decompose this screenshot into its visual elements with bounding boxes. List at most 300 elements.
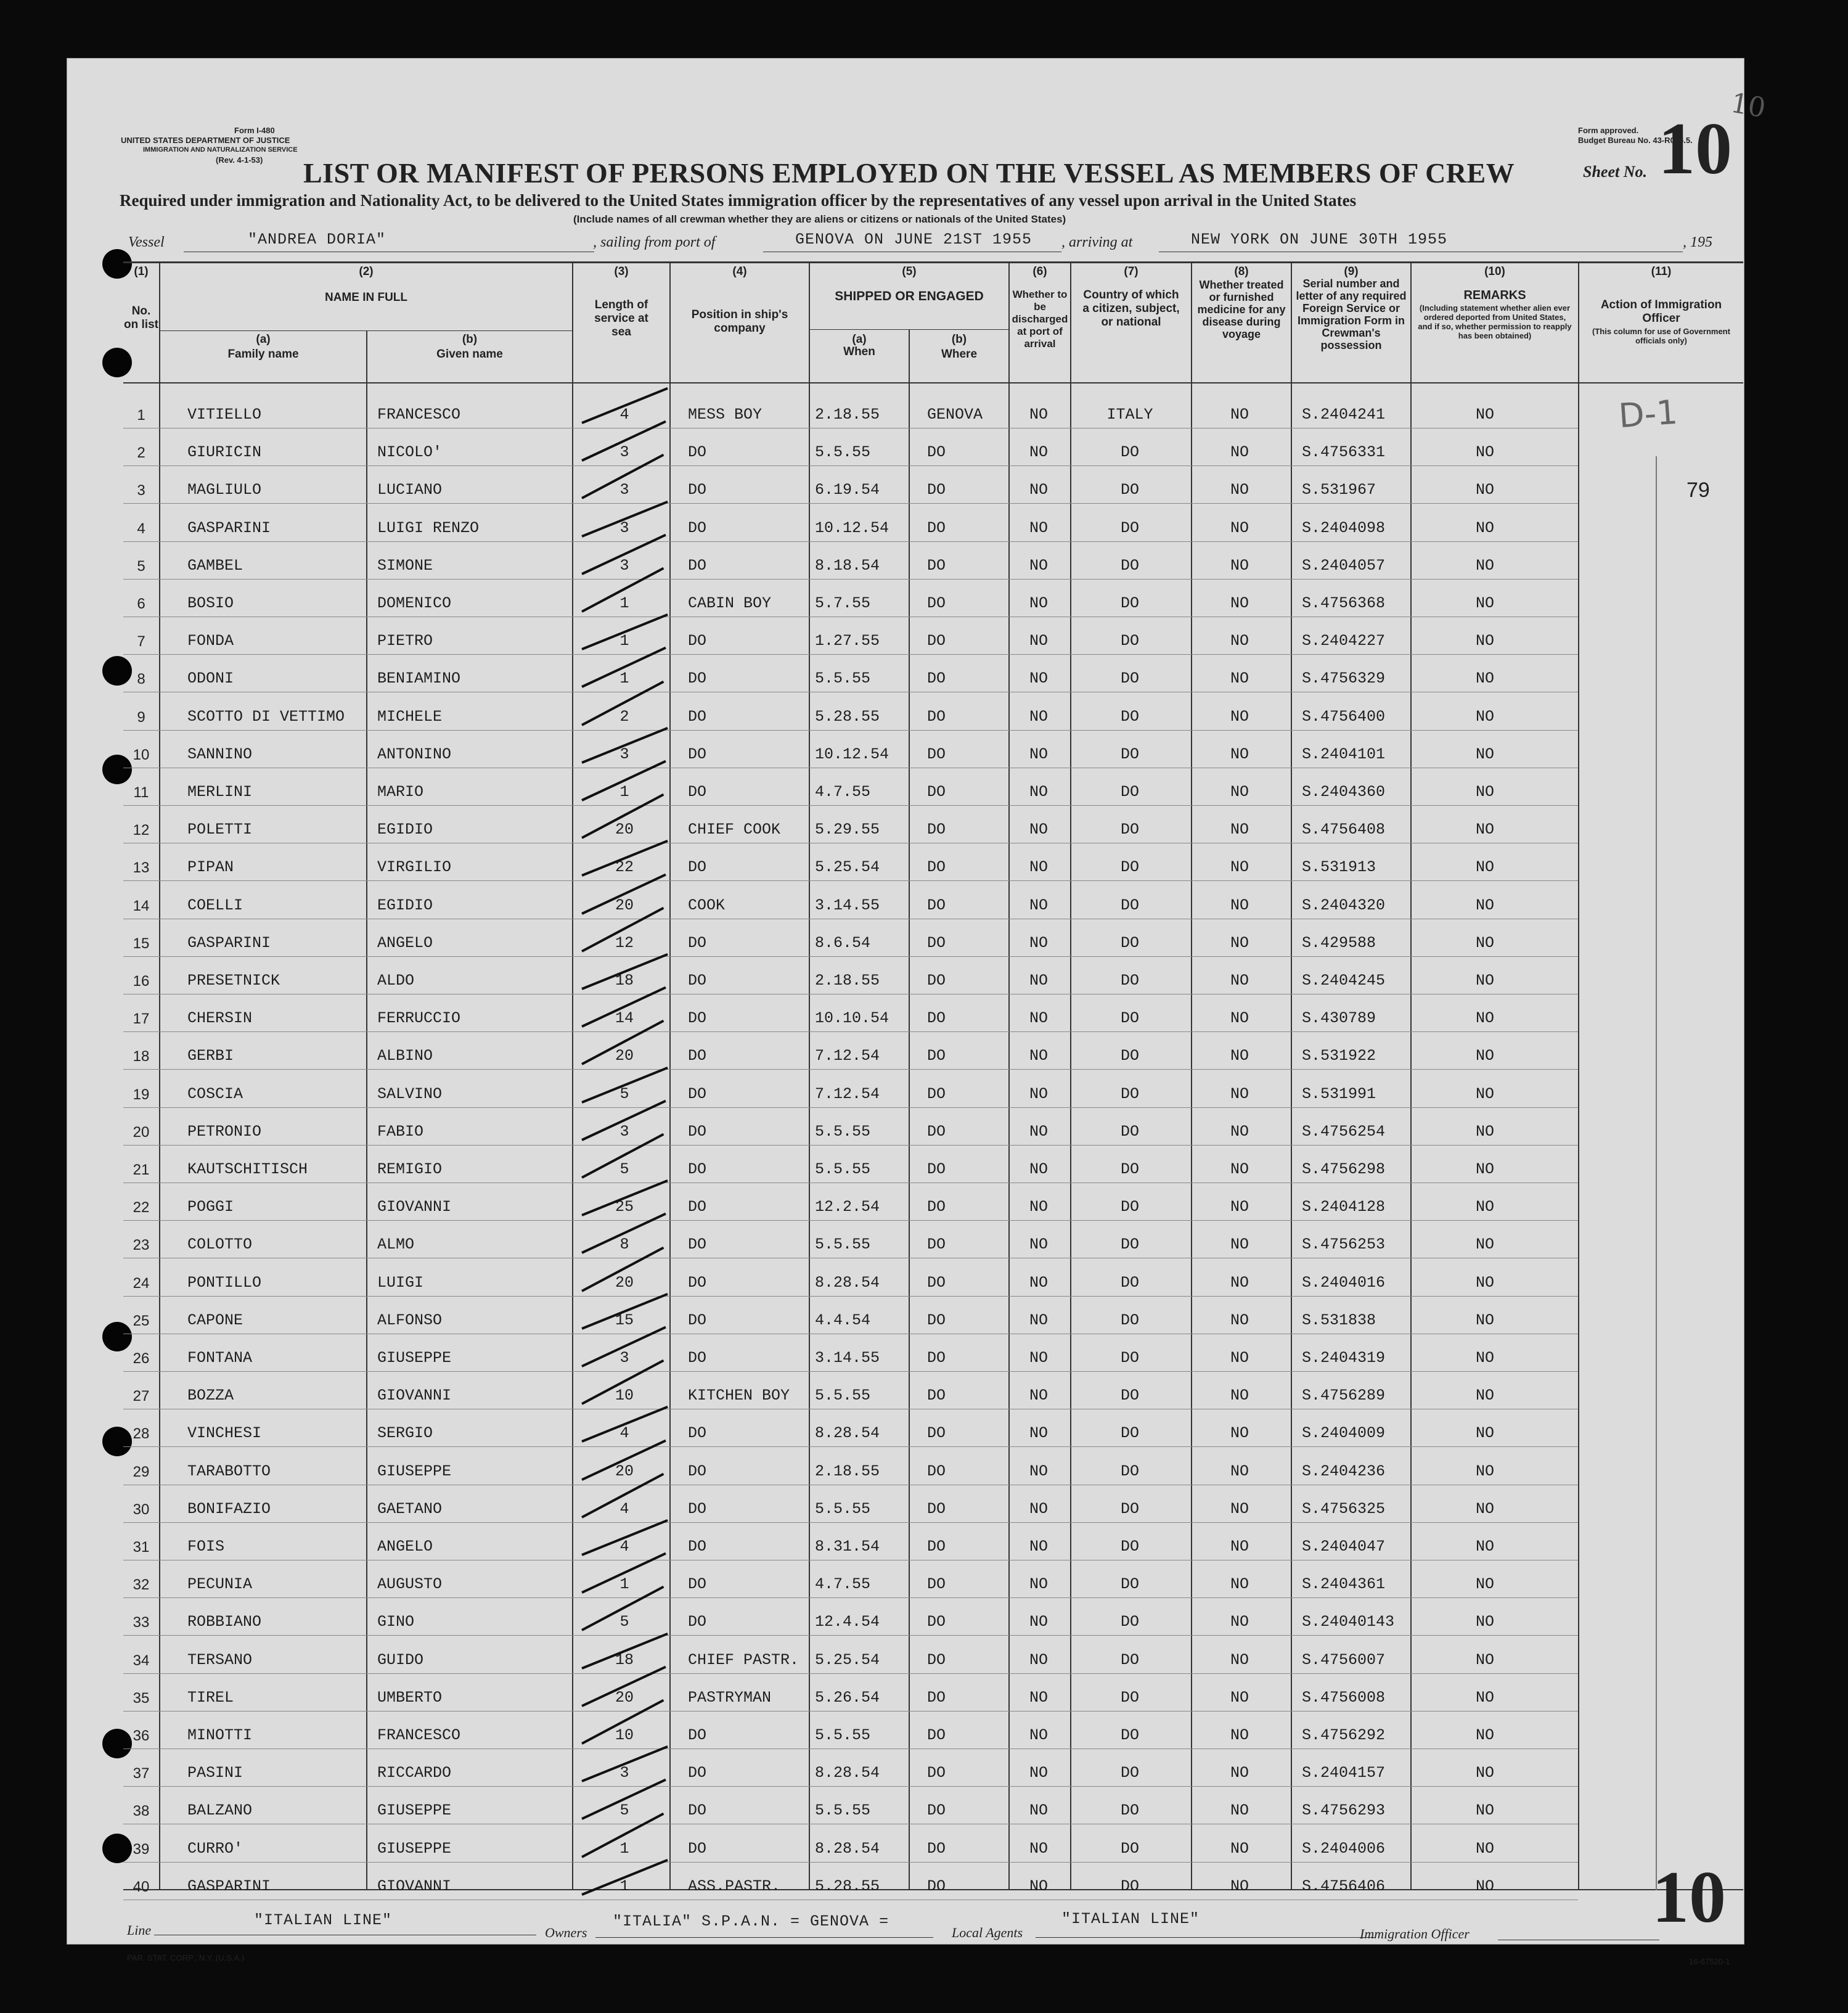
length-of-service: 20 [615,1462,634,1480]
handwritten-d1: D-1 [1617,392,1679,436]
length-of-service: 12 [615,933,634,952]
given-name: LUCIANO [377,481,443,499]
col-9-header: Serial number and letter of any required Foreign Service or Immigration Form in Crewman's possession [1296,277,1407,351]
remarks: NO [1475,594,1494,612]
position: DO [688,481,707,499]
discharged: NO [1029,1349,1048,1367]
row-number: 39 [133,1840,150,1858]
row-number: 25 [133,1312,150,1329]
serial-number: S.4756007 [1302,1650,1386,1669]
family-name: MINOTTI [187,1726,253,1744]
length-of-service: 3 [619,1349,629,1367]
given-name: ANGELO [377,933,433,952]
country: DO [1120,519,1139,537]
country: DO [1120,1424,1139,1443]
treated: NO [1230,443,1249,462]
shipped-when: 8.31.54 [815,1538,880,1556]
row-number: 3 [137,482,145,499]
given-name: GIUSEPPE [377,1839,452,1858]
shipped-where: DO [927,896,946,914]
discharged: NO [1029,1273,1048,1292]
serial-number: S.4756408 [1302,821,1386,839]
length-of-service: 3 [619,519,629,537]
col-11-note: (This column for use of Government officials only) [1592,327,1730,345]
serial-number: S.2404241 [1302,406,1386,424]
position: DO [688,1084,707,1103]
pencil-line [1656,456,1657,1890]
length-of-service: 4 [619,1538,629,1556]
serial-number: S.2404016 [1302,1273,1386,1292]
remarks: NO [1475,933,1494,952]
family-name: COLOTTO [187,1236,253,1254]
form-code: 16-67520-1 [1689,1957,1730,1966]
treated: NO [1230,1575,1249,1594]
position: DO [688,1802,707,1820]
length-of-service: 20 [615,1047,634,1065]
family-name: BOZZA [187,1387,234,1405]
col-6-header: Whether to be discharged at port of arrival [1012,289,1068,350]
col-7-header: Country of which a citizen, subject, or national [1082,289,1180,329]
country: DO [1120,1802,1139,1820]
length-of-service: 18 [615,1650,634,1669]
length-of-service: 3 [619,1764,629,1782]
discharged: NO [1029,406,1048,424]
shipped-when: 8.28.54 [815,1273,880,1292]
given-name: BENIAMINO [377,670,461,688]
family-name: SANNINO [187,745,253,763]
serial-number: S.24040143 [1302,1613,1395,1631]
given-name: AUGUSTO [377,1575,443,1594]
row-number: 16 [133,973,150,990]
family-name: SCOTTO DI VETTIMO [187,707,345,726]
row-number: 24 [133,1274,150,1292]
position: DO [688,745,707,763]
position: PASTRYMAN [688,1688,772,1707]
length-of-service: 20 [615,1688,634,1707]
position: MESS BOY [688,406,763,424]
form-approved: Form approved. [1578,126,1639,135]
owners-label: Owners [545,1925,587,1940]
col-1-header: No. on list [124,305,158,331]
family-name: COSCIA [187,1084,243,1103]
row-number: 26 [133,1350,150,1367]
position: DO [688,1462,707,1480]
shipped-where: DO [927,1009,946,1028]
agents-label: Local Agents [952,1925,1023,1940]
given-name: EGIDIO [377,896,433,914]
serial-number: S.4756292 [1302,1726,1386,1744]
row-number: 27 [133,1388,150,1405]
serial-number: S.2404245 [1302,972,1386,990]
country: DO [1120,745,1139,763]
given-name: EGIDIO [377,821,433,839]
discharged: NO [1029,783,1048,801]
position: DO [688,1273,707,1292]
row-number: 5 [137,557,145,575]
sheet-number: 10 [1658,107,1732,189]
col-10-note: (Including statement whether alien ever ordered deported from United States, and if so, whether permission to reapply has been obtained) [1418,303,1572,340]
country: DO [1120,1198,1139,1216]
shipped-where: DO [927,745,946,763]
family-name: BOSIO [187,594,234,612]
position: DO [688,1839,707,1858]
serial-number: S.2404361 [1302,1575,1386,1594]
col-2b-header: Given name [436,348,503,361]
shipped-where: DO [927,1877,946,1895]
position: DO [688,972,707,990]
length-of-service: 3 [619,556,629,575]
length-of-service: 4 [619,1499,629,1518]
sheet-number-bottom: 10 [1652,1856,1726,1938]
shipped-when: 10.12.54 [815,745,889,763]
col-2a-num: (a) [256,333,271,346]
country: DO [1120,1650,1139,1669]
given-name: GIUSEPPE [377,1349,452,1367]
shipped-where: DO [927,1273,946,1292]
given-name: MARIO [377,783,424,801]
country: DO [1120,1009,1139,1028]
length-of-service: 5 [619,1802,629,1820]
row-number: 38 [133,1803,150,1820]
treated: NO [1230,1424,1249,1443]
shipped-when: 8.6.54 [815,933,871,952]
given-name: ALFONSO [377,1311,443,1329]
length-of-service: 8 [619,1236,629,1254]
given-name: LUIGI [377,1273,424,1292]
col-4-num: (4) [732,265,747,278]
row-number: 14 [133,897,150,914]
treated: NO [1230,972,1249,990]
treated: NO [1230,858,1249,877]
length-of-service: 3 [619,1122,629,1141]
position: DO [688,670,707,688]
position: DO [688,519,707,537]
country: ITALY [1106,406,1153,424]
country: DO [1120,1311,1139,1329]
col-1-num: (1) [134,265,149,278]
remarks: NO [1475,1236,1494,1254]
treated: NO [1230,481,1249,499]
position: DO [688,1160,707,1178]
position: CHIEF COOK [688,821,781,839]
treated: NO [1230,1877,1249,1895]
shipped-where: DO [927,1349,946,1367]
family-name: FONTANA [187,1349,253,1367]
discharged: NO [1029,632,1048,650]
col-2-num: (2) [359,265,374,278]
given-name: ALMO [377,1236,415,1254]
family-name: VINCHESI [187,1424,262,1443]
given-name: FABIO [377,1122,424,1141]
length-of-service: 1 [619,1877,629,1895]
discharged: NO [1029,1764,1048,1782]
remarks: NO [1475,745,1494,763]
country: DO [1120,1499,1139,1518]
length-of-service: 5 [619,1160,629,1178]
length-of-service: 3 [619,443,629,462]
position: COOK [688,896,726,914]
treated: NO [1230,556,1249,575]
printer-credit: PAR. STAT. CORP., N.Y. (U.S.A.) [127,1953,245,1962]
row-number: 6 [137,596,145,612]
shipped-where: DO [927,1084,946,1103]
remarks: NO [1475,1198,1494,1216]
position: DO [688,858,707,877]
treated: NO [1230,783,1249,801]
length-of-service: 1 [619,1575,629,1594]
shipped-when: 12.4.54 [815,1613,880,1631]
discharged: NO [1029,1877,1048,1895]
row-number: 37 [133,1765,150,1782]
position: DO [688,1575,707,1594]
shipped-when: 6.19.54 [815,481,880,499]
position: CHIEF PASTR. [688,1650,799,1669]
country: DO [1120,1538,1139,1556]
shipped-when: 8.28.54 [815,1424,880,1443]
col-11-header: Action of Immigration Officer [1600,298,1722,325]
position: DO [688,1499,707,1518]
col-4-header: Position in ship's company [691,308,788,335]
serial-number: S.4756406 [1302,1877,1386,1895]
serial-number: S.4756368 [1302,594,1386,612]
country: DO [1120,1462,1139,1480]
row-number: 9 [137,708,145,726]
treated: NO [1230,1688,1249,1707]
position: DO [688,1538,707,1556]
shipped-where: DO [927,1160,946,1178]
treated: NO [1230,1462,1249,1480]
remarks: NO [1475,1538,1494,1556]
department-line: UNITED STATES DEPARTMENT OF JUSTICE [121,136,290,145]
country: DO [1120,1726,1139,1744]
position: DO [688,1349,707,1367]
service-line: IMMIGRATION AND NATURALIZATION SERVICE [143,146,298,154]
col-3-num: (3) [614,265,629,278]
length-of-service: 14 [615,1009,634,1028]
given-name: RICCARDO [377,1764,452,1782]
discharged: NO [1029,519,1048,537]
treated: NO [1230,1387,1249,1405]
discharged: NO [1029,821,1048,839]
shipped-when: 4.7.55 [815,1575,871,1594]
treated: NO [1230,707,1249,726]
serial-number: S.531838 [1302,1311,1376,1329]
col-3-header: Length of service at sea [594,298,648,338]
shipped-where: DO [927,1538,946,1556]
position: DO [688,783,707,801]
row-number: 15 [133,935,150,952]
row-number: 28 [133,1425,150,1443]
given-name: SALVINO [377,1084,443,1103]
length-of-service: 20 [615,821,634,839]
row-number: 4 [137,520,145,537]
shipped-where: DO [927,707,946,726]
country: DO [1120,632,1139,650]
country: DO [1120,1160,1139,1178]
position: KITCHEN BOY [688,1387,790,1405]
remarks: NO [1475,858,1494,877]
country: DO [1120,707,1139,726]
row-number: 22 [133,1199,150,1216]
position: DO [688,707,707,726]
row-number: 19 [133,1086,150,1103]
given-name: SIMONE [377,556,433,575]
given-name: GAETANO [377,1499,443,1518]
country: DO [1120,896,1139,914]
length-of-service: 4 [619,1424,629,1443]
serial-number: S.2404320 [1302,896,1386,914]
budget-bureau: Budget Bureau No. 43-R045.5. [1578,136,1693,145]
remarks: NO [1475,1688,1494,1707]
treated: NO [1230,1650,1249,1669]
shipped-where: DO [927,821,946,839]
shipped-when: 5.5.55 [815,1160,871,1178]
family-name: MAGLIULO [187,481,262,499]
length-of-service: 1 [619,783,629,801]
discharged: NO [1029,1160,1048,1178]
position: DO [688,443,707,462]
given-name: DOMENICO [377,594,452,612]
discharged: NO [1029,1613,1048,1631]
treated: NO [1230,1160,1249,1178]
family-name: PONTILLO [187,1273,262,1292]
shipped-when: 5.28.55 [815,707,880,726]
family-name: GAMBEL [187,556,243,575]
country: DO [1120,1122,1139,1141]
position: DO [688,933,707,952]
sailing-label: , sailing from port of [593,234,716,250]
discharged: NO [1029,481,1048,499]
country: DO [1120,1047,1139,1065]
family-name: PASINI [187,1764,243,1782]
given-name: GIOVANNI [377,1877,452,1895]
country: DO [1120,1688,1139,1707]
serial-number: S.531922 [1302,1047,1376,1065]
serial-number: S.2404360 [1302,783,1386,801]
row-number: 34 [133,1652,150,1669]
country: DO [1120,1764,1139,1782]
family-name: GERBI [187,1047,234,1065]
position: DO [688,1726,707,1744]
row-number: 10 [133,746,150,763]
shipped-where: DO [927,1688,946,1707]
discharged: NO [1029,443,1048,462]
country: DO [1120,821,1139,839]
agents-value: "ITALIAN LINE" [1061,1910,1200,1928]
country: DO [1120,1575,1139,1594]
row-number: 29 [133,1463,150,1480]
shipped-when: 5.29.55 [815,821,880,839]
col-7-num: (7) [1124,265,1139,278]
row-number: 33 [133,1614,150,1631]
family-name: FOIS [187,1538,225,1556]
remarks: NO [1475,632,1494,650]
family-name: TERSANO [187,1650,253,1669]
serial-number: S.531991 [1302,1084,1376,1103]
line-value: "ITALIAN LINE" [254,1911,393,1929]
treated: NO [1230,745,1249,763]
serial-number: S.2404009 [1302,1424,1386,1443]
row-number: 1 [137,407,145,424]
shipped-when: 5.5.55 [815,670,871,688]
remarks: NO [1475,1047,1494,1065]
col-2a-header: Family name [227,348,299,361]
given-name: ALDO [377,972,415,990]
family-name: BALZANO [187,1802,253,1820]
remarks: NO [1475,406,1494,424]
shipped-when: 7.12.54 [815,1084,880,1103]
remarks: NO [1475,1160,1494,1178]
page-subtitle: Required under immigration and Nationality Act, to be delivered to the United States immigration officer by the representatives of any vessel upon arrival in the United States [120,191,1357,210]
serial-number: S.430789 [1302,1009,1376,1028]
length-of-service: 18 [615,972,634,990]
shipped-where: DO [927,481,946,499]
family-name: VITIELLO [187,406,262,424]
shipped-where: DO [927,1802,946,1820]
length-of-service: 2 [619,707,629,726]
discharged: NO [1029,1688,1048,1707]
shipped-where: DO [927,443,946,462]
serial-number: S.4756325 [1302,1499,1386,1518]
remarks: NO [1475,783,1494,801]
given-name: LUIGI RENZO [377,519,480,537]
remarks: NO [1475,1349,1494,1367]
discharged: NO [1029,858,1048,877]
length-of-service: 25 [615,1198,634,1216]
row-number: 17 [133,1011,150,1028]
treated: NO [1230,933,1249,952]
treated: NO [1230,1273,1249,1292]
treated: NO [1230,1198,1249,1216]
col-8-header: Whether treated or furnished medicine for any disease during voyage [1197,279,1286,340]
serial-number: S.531967 [1302,481,1376,499]
row-number: 20 [133,1123,150,1141]
country: DO [1120,1613,1139,1631]
remarks: NO [1475,1009,1494,1028]
binder-hole [102,348,132,377]
remarks: NO [1475,707,1494,726]
family-name: GASPARINI [187,933,271,952]
serial-number: S.4756289 [1302,1387,1386,1405]
shipped-where: DO [927,933,946,952]
row-number: 36 [133,1728,150,1744]
shipped-when: 5.5.55 [815,443,871,462]
treated: NO [1230,1764,1249,1782]
family-name: COELLI [187,896,243,914]
remarks: NO [1475,896,1494,914]
shipped-where: DO [927,1613,946,1631]
shipped-when: 5.5.55 [815,1236,871,1254]
row-number: 30 [133,1501,150,1518]
serial-number: S.2404098 [1302,519,1386,537]
country: DO [1120,972,1139,990]
treated: NO [1230,1839,1249,1858]
shipped-where: DO [927,594,946,612]
serial-number: S.2404319 [1302,1349,1386,1367]
shipped-when: 5.5.55 [815,1387,871,1405]
family-name: CHERSIN [187,1009,253,1028]
position: DO [688,1311,707,1329]
discharged: NO [1029,707,1048,726]
shipped-when: 10.10.54 [815,1009,889,1028]
discharged: NO [1029,1575,1048,1594]
row-number: 31 [133,1539,150,1556]
discharged: NO [1029,1387,1048,1405]
remarks: NO [1475,481,1494,499]
family-name: TARABOTTO [187,1462,271,1480]
remarks: NO [1475,1839,1494,1858]
shipped-where: DO [927,1764,946,1782]
